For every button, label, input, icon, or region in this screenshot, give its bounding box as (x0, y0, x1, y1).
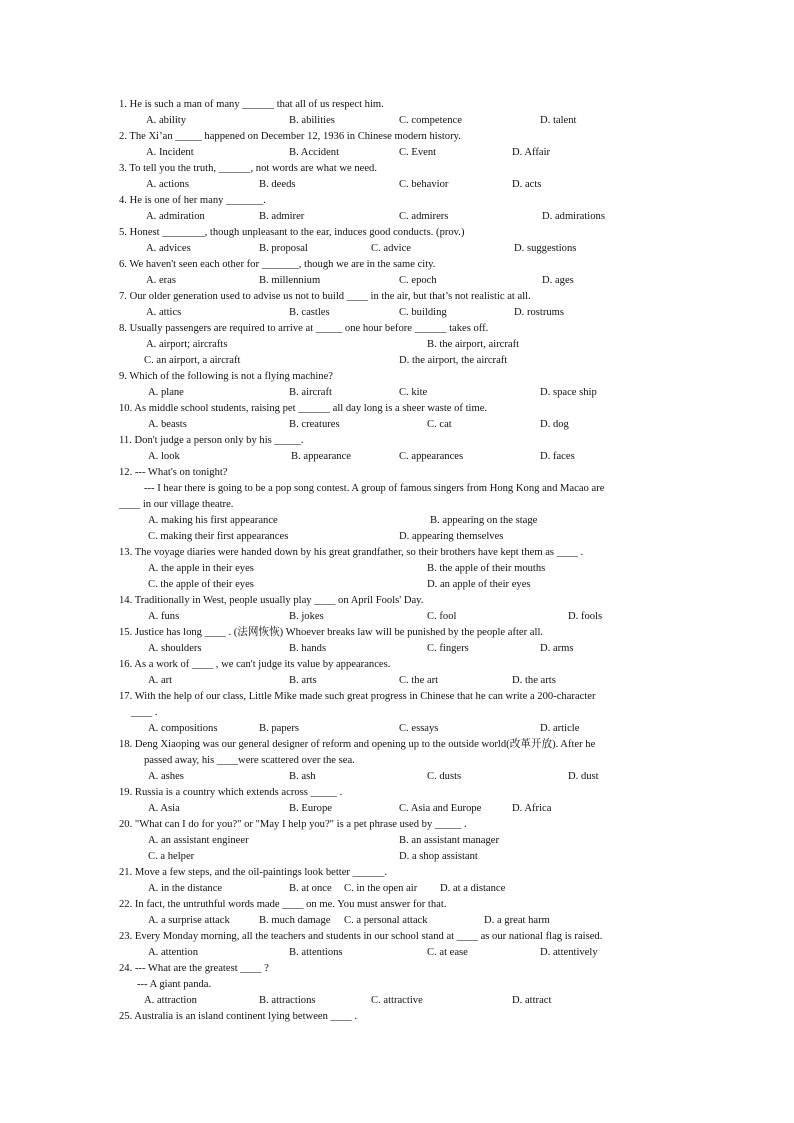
answer-option: A. ashes (148, 771, 184, 782)
answer-option: B. at once (289, 883, 332, 894)
answer-option: C. fingers (427, 643, 469, 654)
answer-option: C. in the open air (344, 883, 418, 894)
answer-option: C. competence (399, 115, 462, 126)
answer-option: B. much damage (259, 915, 331, 926)
answer-option: C. building (399, 307, 447, 318)
answer-option: A. advices (146, 243, 191, 254)
answer-option: A. airport; aircrafts (146, 339, 228, 350)
answer-option: D. suggestions (514, 243, 577, 254)
answer-option: C. appearances (399, 451, 464, 462)
answer-option: B. millennium (259, 275, 321, 286)
answer-option: C. kite (399, 387, 428, 398)
question-text: ____ . (131, 707, 158, 718)
answer-option: A. admiration (146, 211, 205, 222)
answer-option: D. arms (540, 643, 574, 654)
answer-option: D. article (540, 723, 580, 734)
question-stem: 25. Australia is an island continent lying between ____ . (119, 1011, 358, 1022)
answer-option: D. an apple of their eyes (427, 579, 531, 590)
answer-option: C. epoch (399, 275, 437, 286)
answer-option: A. compositions (148, 723, 218, 734)
answer-option: B. attentions (289, 947, 343, 958)
question-stem: 13. The voyage diaries were handed down by his great grandfather, so their brothers have kept them as ____ . (119, 547, 584, 558)
answer-option: D. faces (540, 451, 575, 462)
answer-option: B. aircraft (289, 387, 332, 398)
question-stem: 5. Honest ________, though unpleasant to the ear, induces good conducts. (prov.) (119, 227, 465, 238)
answer-option: B. ash (289, 771, 316, 782)
answer-option: A. Incident (146, 147, 194, 158)
answer-option: C. making their first appearances (148, 531, 289, 542)
question-stem: 1. He is such a man of many ______ that all of us respect him. (119, 99, 384, 110)
answer-option: D. Affair (512, 147, 551, 158)
answer-option: B. abilities (289, 115, 335, 126)
answer-option: D. talent (540, 115, 577, 126)
answer-option: B. castles (289, 307, 330, 318)
question-stem: 15. Justice has long ____ . (法网恢恢) Whoever breaks law will be punished by the people after all. (119, 627, 544, 638)
answer-option: B. the apple of their mouths (427, 563, 546, 574)
answer-option: C. attractive (371, 995, 423, 1006)
answer-option: D. space ship (540, 387, 597, 398)
answer-option: C. a personal attack (344, 915, 428, 926)
answer-option: B. jokes (289, 611, 324, 622)
question-stem: 16. As a work of ____ , we can't judge its value by appearances. (119, 659, 391, 670)
question-stem: 11. Don't judge a person only by his _____. (119, 435, 304, 446)
answer-option: A. look (148, 451, 180, 462)
answer-option: C. at ease (427, 947, 468, 958)
question-stem: 8. Usually passengers are required to arrive at _____ one hour before ______ takes off. (119, 323, 489, 334)
answer-option: D. attract (512, 995, 552, 1006)
answer-option: A. ability (146, 115, 187, 126)
question-stem: 18. Deng Xiaoping was our general designer of reform and opening up to the outside world(改革开放). After he (119, 739, 596, 750)
question-stem: 24. --- What are the greatest ____ ? (119, 963, 269, 974)
answer-option: A. the apple in their eyes (148, 563, 254, 574)
answer-option: A. attraction (144, 995, 197, 1006)
question-stem: 10. As middle school students, raising pet ______ all day long is a sheer waste of time. (119, 403, 488, 414)
answer-option: D. admirations (542, 211, 605, 222)
question-stem: 2. The Xi’an _____ happened on December 12, 1936 in Chinese modern history. (119, 131, 461, 142)
answer-option: D. rostrums (514, 307, 565, 318)
answer-option: D. fools (568, 611, 603, 622)
question-stem: 9. Which of the following is not a flying machine? (119, 371, 333, 382)
answer-option: C. advice (371, 243, 412, 254)
answer-option: D. the arts (512, 675, 556, 686)
answer-option: C. fool (427, 611, 457, 622)
answer-option: B. papers (259, 723, 300, 734)
answer-option: A. beasts (148, 419, 187, 430)
answer-option: C. behavior (399, 179, 449, 190)
answer-option: B. proposal (259, 243, 308, 254)
answer-option: A. eras (146, 275, 177, 286)
answer-option: B. the airport, aircraft (427, 339, 520, 350)
question-stem: 14. Traditionally in West, people usually play ____ on April Fools' Day. (119, 595, 424, 606)
answer-option: B. hands (289, 643, 327, 654)
answer-option: C. Asia and Europe (399, 803, 482, 814)
answer-option: D. appearing themselves (399, 531, 504, 542)
question-text: --- A giant panda. (137, 979, 212, 990)
question-text: --- I hear there is going to be a pop song contest. A group of famous singers from Hong Kong and Macao are (144, 483, 605, 494)
question-stem: 4. He is one of her many _______. (119, 195, 266, 206)
answer-option: B. creatures (289, 419, 340, 430)
question-text: ____ in our village theatre. (119, 499, 234, 510)
answer-option: B. deeds (259, 179, 296, 190)
answer-option: C. Event (399, 147, 437, 158)
answer-option: A. an assistant engineer (148, 835, 249, 846)
answer-option: D. attentively (540, 947, 598, 958)
answer-option: B. arts (289, 675, 317, 686)
answer-option: A. a surprise attack (148, 915, 230, 926)
question-stem: 12. --- What's on tonight? (119, 467, 228, 478)
answer-option: D. the airport, the aircraft (399, 355, 508, 366)
question-stem: 20. "What can I do for you?" or "May I help you?" is a pet phrase used by _____ . (119, 819, 467, 830)
answer-option: B. Europe (289, 803, 332, 814)
answer-option: A. attics (146, 307, 182, 318)
question-stem: 19. Russia is a country which extends across _____ . (119, 787, 343, 798)
answer-option: C. essays (399, 723, 439, 734)
answer-option: A. attention (148, 947, 199, 958)
answer-option: B. admirer (259, 211, 305, 222)
answer-option: C. a helper (148, 851, 195, 862)
answer-option: A. in the distance (148, 883, 223, 894)
answer-option: C. the apple of their eyes (148, 579, 254, 590)
answer-option: B. an assistant manager (399, 835, 500, 846)
answer-option: A. actions (146, 179, 189, 190)
answer-option: D. dust (568, 771, 599, 782)
answer-option: D. dog (540, 419, 569, 430)
question-stem: 6. We haven't seen each other for _______, though we are in the same city. (119, 259, 436, 270)
question-stem: 23. Every Monday morning, all the teachers and students in our school stand at ____ as our national flag is raised. (119, 931, 603, 942)
answer-option: B. appearing on the stage (430, 515, 538, 526)
answer-option: D. Africa (512, 803, 552, 814)
question-stem: 22. In fact, the untruthful words made ____ on me. You must answer for that. (119, 899, 447, 910)
question-stem: 7. Our older generation used to advise us not to build ____ in the air, but that’s not realistic at all. (119, 291, 531, 302)
answer-option: A. art (148, 675, 173, 686)
answer-option: A. making his first appearance (148, 515, 278, 526)
answer-option: C. an airport, a aircraft (144, 355, 241, 366)
answer-option: D. ages (542, 275, 574, 286)
answer-option: C. cat (427, 419, 452, 430)
answer-option: C. the art (399, 675, 439, 686)
question-text: passed away, his ____were scattered over the sea. (144, 755, 355, 766)
question-stem: 3. To tell you the truth, ______, not words are what we need. (119, 163, 377, 174)
answer-option: B. appearance (291, 451, 351, 462)
answer-option: C. dusts (427, 771, 462, 782)
answer-option: B. attractions (259, 995, 316, 1006)
answer-option: A. funs (148, 611, 180, 622)
question-stem: 21. Move a few steps, and the oil-paintings look better ______. (119, 867, 388, 878)
answer-option: A. shoulders (148, 643, 202, 654)
answer-option: D. a shop assistant (399, 851, 478, 862)
answer-option: B. Accident (289, 147, 340, 158)
question-stem: 17. With the help of our class, Little Mike made such great progress in Chinese that he can write a 200-character (119, 691, 596, 702)
answer-option: A. Asia (148, 803, 180, 814)
answer-option: D. a great harm (484, 915, 550, 926)
answer-option: D. at a distance (440, 883, 506, 894)
answer-option: A. plane (148, 387, 184, 398)
answer-option: C. admirers (399, 211, 449, 222)
answer-option: D. acts (512, 179, 542, 190)
